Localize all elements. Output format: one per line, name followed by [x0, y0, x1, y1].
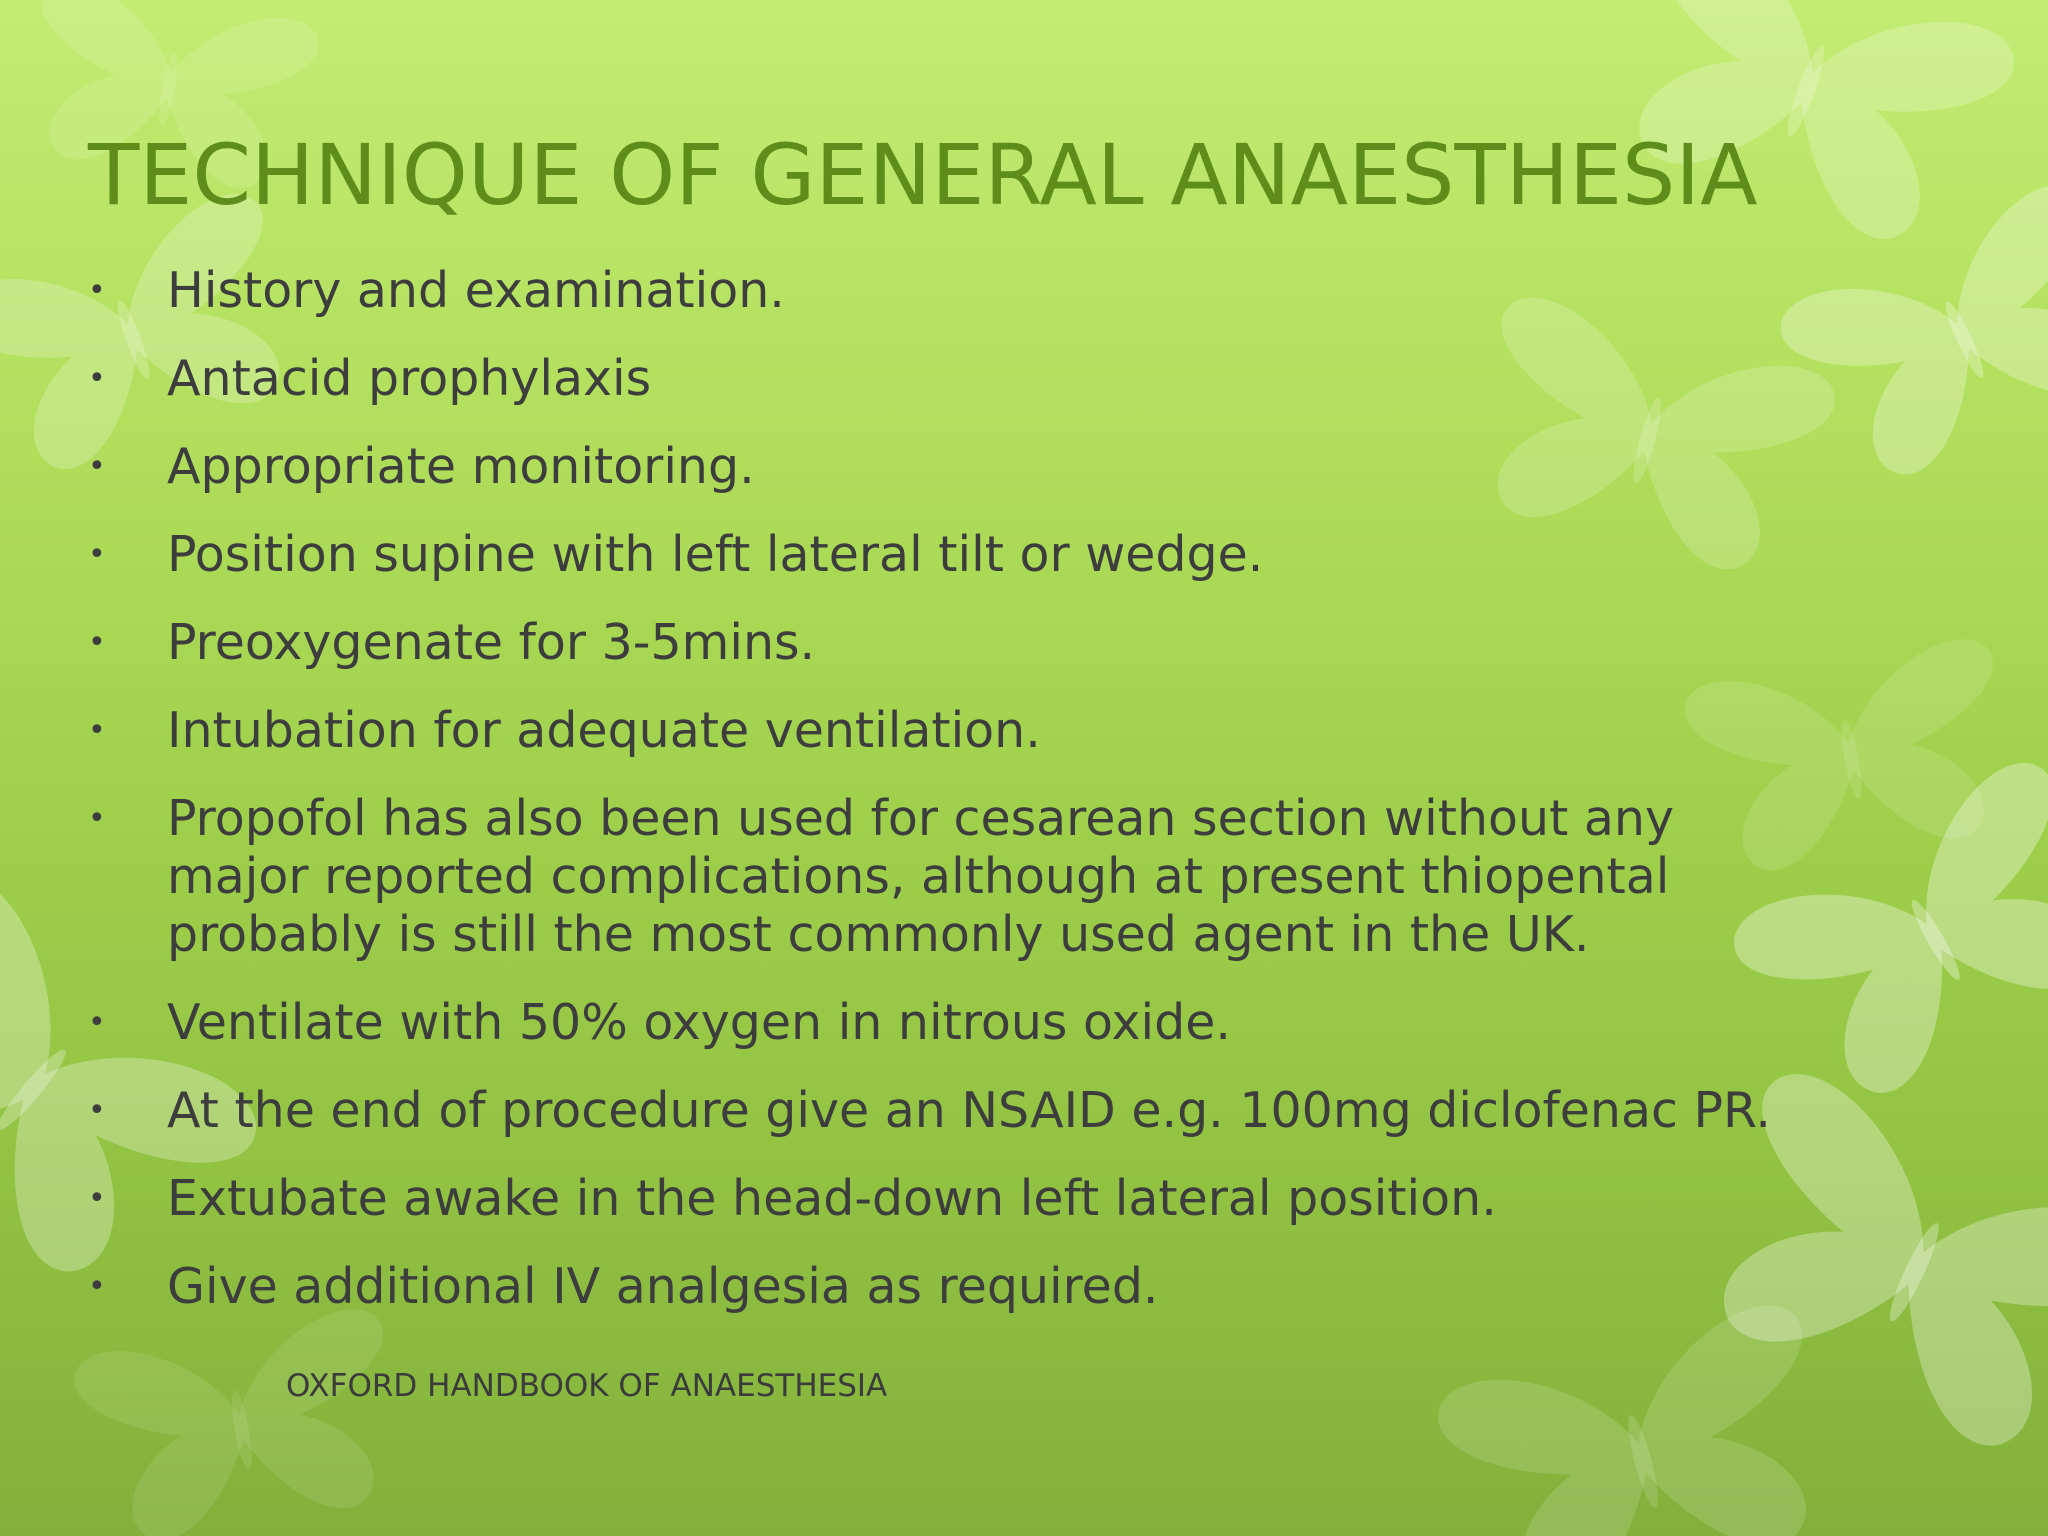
bullet-icon: • [88, 625, 106, 660]
list-item [88, 790, 1988, 964]
list-item [88, 262, 1988, 320]
bullet-text: Extubate awake in the head-down left lateral position. [167, 1170, 1497, 1227]
list-item [88, 1082, 1988, 1140]
bullet-text: Intubation for adequate ventilation. [167, 702, 1041, 759]
bullet-icon: • [88, 713, 106, 748]
list-item [88, 1170, 1988, 1228]
bullet-list [88, 262, 1988, 1346]
bullet-text: Antacid prophylaxis [167, 350, 652, 407]
bullet-text: Give additional IV analgesia as required. [167, 1258, 1159, 1315]
bullet-icon: • [88, 273, 106, 308]
bullet-text: At the end of procedure give an NSAID e.g. 100mg diclofenac PR. [167, 1082, 1771, 1139]
list-item [88, 702, 1988, 760]
bullet-icon: • [88, 449, 106, 484]
bullet-icon: • [88, 1269, 106, 1304]
list-item [88, 526, 1988, 584]
bullet-text: Appropriate monitoring. [167, 438, 755, 495]
slide-title: TECHNIQUE OF GENERAL ANAESTHESIA [88, 126, 1758, 224]
list-item [88, 614, 1988, 672]
bullet-icon: • [88, 1005, 106, 1040]
bullet-icon: • [88, 537, 106, 572]
bullet-text: Position supine with left lateral tilt or wedge. [167, 526, 1264, 583]
source-citation: OXFORD HANDBOOK OF ANAESTHESIA [286, 1368, 888, 1404]
bullet-text: Propofol has also been used for cesarean section without any major reported complications, although at present thiopental probably is still the most commonly used agent in the UK. [167, 790, 1674, 963]
list-item [88, 994, 1988, 1052]
bullet-text: History and examination. [167, 262, 785, 319]
bullet-icon: • [88, 1181, 106, 1216]
bullet-icon: • [88, 801, 106, 836]
list-item [88, 350, 1988, 408]
bullet-icon: • [88, 1093, 106, 1128]
list-item [88, 438, 1988, 496]
bullet-icon: • [88, 361, 106, 396]
bullet-text: Ventilate with 50% oxygen in nitrous oxide. [167, 994, 1231, 1051]
bullet-text: Preoxygenate for 3-5mins. [167, 614, 816, 671]
list-item [88, 1258, 1988, 1316]
